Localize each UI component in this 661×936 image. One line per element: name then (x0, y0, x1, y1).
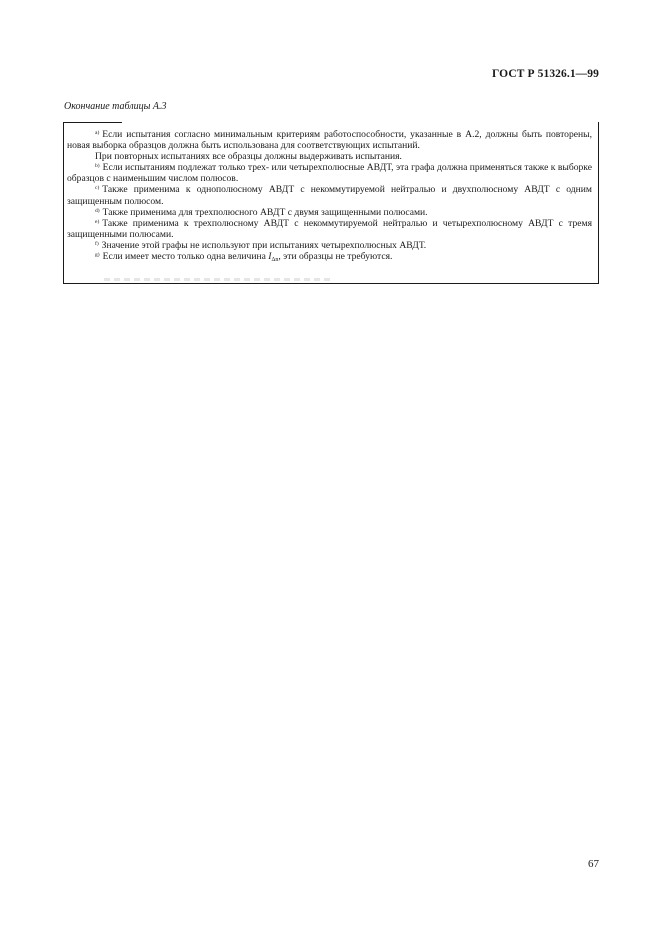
footnote-d (67, 207, 592, 218)
footnote-mark: c) (95, 185, 100, 192)
footnote-text: Если испытания согласно минимальным критериям работоспособности, указанные в А.2, должны быть повторены, новая выборка образцов должна быть использована для соответствующих испытаний. (67, 129, 592, 152)
footnote-f (67, 240, 592, 251)
footnote-text: Если испытаниям подлежат только трех- или четырехполюсные АВДТ, эта графа должна применяться также к выборке образцов с наименьшим числом полюсов. (67, 162, 592, 185)
footnotes-list (67, 129, 592, 262)
footnote-a (67, 129, 592, 151)
current-symbol: I (268, 251, 272, 263)
footnote-text: Если имеет место только одна величина (102, 251, 269, 263)
footnote-mark: d) (95, 207, 100, 214)
footnote-separator (64, 122, 122, 123)
page-number: 67 (588, 858, 599, 870)
document-header: ГОСТ Р 51326.1—99 (492, 68, 599, 80)
footnote-g (67, 251, 592, 262)
footnote-text: Также применима для трехполюсного АВДТ с двумя защищенными полюсами. (102, 206, 428, 218)
footnote-a-continued (67, 151, 592, 162)
footnote-mark: e) (95, 218, 100, 225)
table-caption: Окончание таблицы А.3 (64, 101, 167, 112)
footnote-e (67, 218, 592, 240)
footnote-text: Также применима к однополюсному АВДТ с некоммутируемой нейтралью и двухполюсному АВДТ с одним защищенным полюсом. (67, 184, 592, 207)
footnote-b (67, 162, 592, 184)
footnote-c (67, 184, 592, 206)
faded-scan-artifact (104, 278, 334, 281)
footnote-mark: a) (95, 130, 100, 136)
footnote-mark: f) (95, 240, 99, 247)
footnote-mark: g) (95, 252, 100, 259)
footnote-text: Также применима к трехполюсному АВДТ с некоммутируемой нейтралью и четырехполюсному АВДТ с тремя защищенными полюсами. (67, 217, 592, 240)
footnote-text: Значение этой графы не используют при испытаниях четырехполюсных АВДТ. (101, 239, 427, 251)
footnote-text: При повторных испытаниях все образцы должны выдерживать испытания. (95, 151, 402, 163)
table-footnotes-box (63, 122, 599, 284)
footnote-text-end: , эти образцы не требуются. (278, 251, 393, 263)
footnote-mark: b) (95, 163, 100, 170)
current-symbol-subscript: Δn (271, 257, 279, 264)
